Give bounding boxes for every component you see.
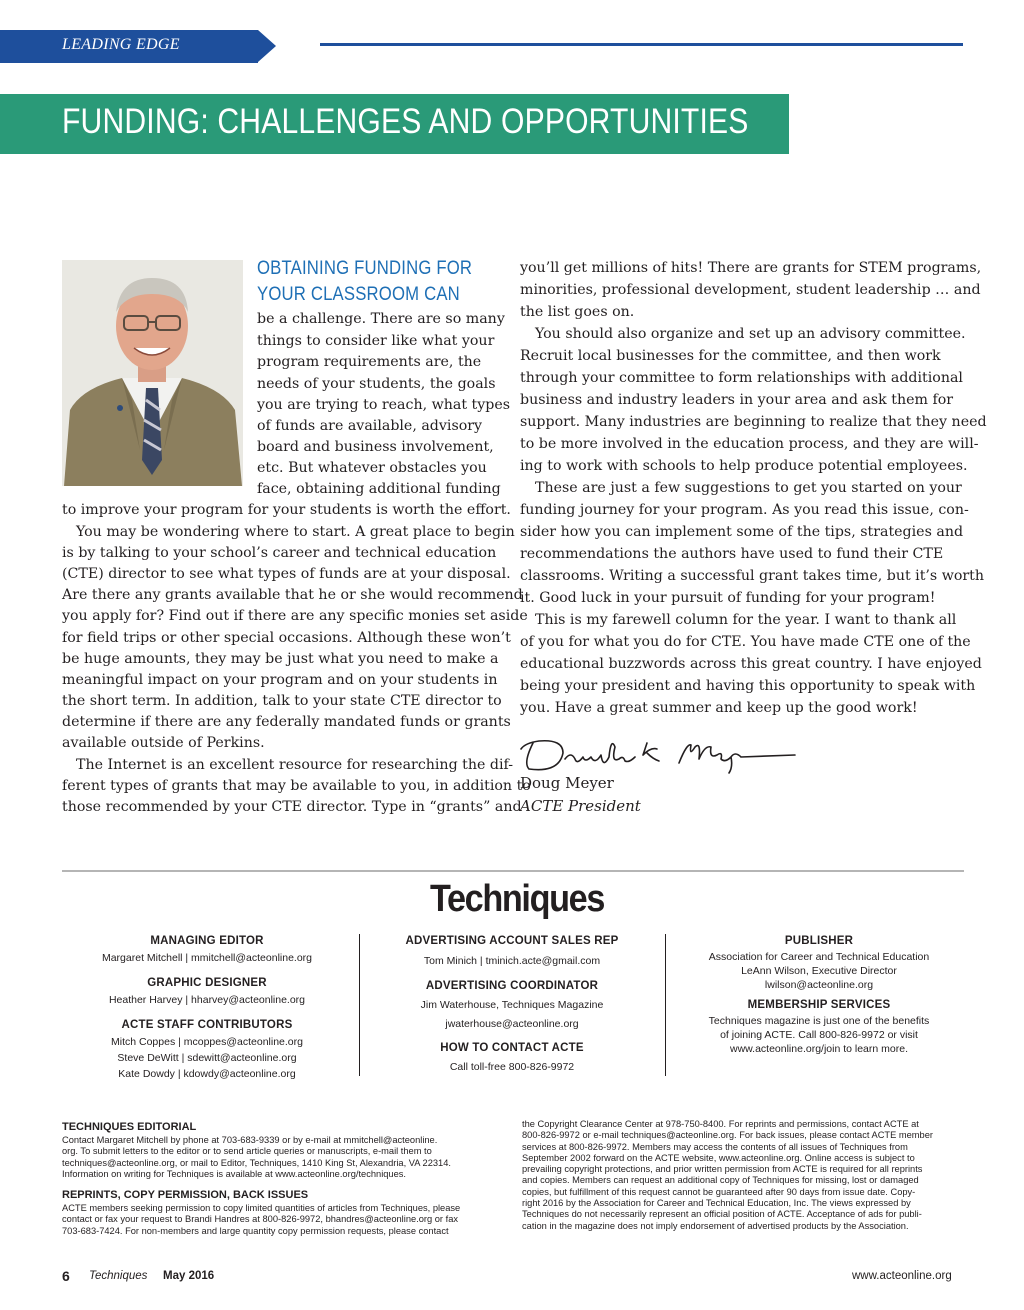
footer-website[interactable]: www.acteonline.org bbox=[852, 1270, 952, 1282]
footer-issue: May 2016 bbox=[163, 1270, 215, 1282]
fine-line: services at 800-826-9972. Members may access the contents of all issues of Techniques from bbox=[522, 1141, 908, 1152]
section-tag-arrow bbox=[258, 30, 276, 62]
fine-line: contact or fax your request to Brandi Handres at 800-826-9972, bhandres@acteonline.org or fax bbox=[62, 1214, 459, 1225]
body-line: the list goes on. bbox=[520, 304, 635, 320]
masthead-line: Mitch Coppes | mcoppes@acteonline.org bbox=[111, 1036, 303, 1048]
fine-line: Contact Margaret Mitchell by phone at 703-683-9339 or by e-mail at mmitchell@acteonline. bbox=[62, 1135, 438, 1145]
fine-line: org. To submit letters to the editor or to send article queries or manuscripts, e-mail them to bbox=[62, 1146, 432, 1157]
body-line: of funds are available, advisory bbox=[257, 418, 483, 434]
body-line: face, obtaining additional funding bbox=[257, 481, 501, 497]
section-divider bbox=[62, 870, 964, 872]
fine-line: Information on writing for Techniques is available at www.acteonline.org/techniques. bbox=[62, 1168, 407, 1179]
body-line: of you for what you do for CTE. You have made CTE one of the bbox=[520, 634, 971, 650]
author-photo bbox=[62, 260, 243, 486]
reprints-text bbox=[62, 1203, 502, 1237]
body-line: etc. But whatever obstacles you bbox=[257, 460, 487, 476]
author-title: ACTE President bbox=[520, 797, 641, 815]
body-line: sider how you can implement some of the tips, strategies and bbox=[520, 524, 964, 540]
body-line: Are there any grants available that he or she would recommend bbox=[62, 587, 523, 603]
masthead-line: Margaret Mitchell | mmitchell@acteonline.org bbox=[101, 952, 313, 964]
reprints-heading: REPRINTS, COPY PERMISSION, BACK ISSUES bbox=[62, 1189, 309, 1201]
fine-line: the Copyright Clearance Center at 978-750-8400. For reprints and permissions, contact ACTE at bbox=[522, 1119, 919, 1129]
masthead-heading: MANAGING EDITOR bbox=[150, 935, 264, 947]
body-line: board and business involvement, bbox=[257, 439, 494, 455]
masthead-line: Heather Harvey | hharvey@acteonline.org bbox=[108, 994, 306, 1006]
masthead-line: Tom Minich | tminich.acte@gmail.com bbox=[423, 955, 601, 967]
body-line: ing to work with schools to help produce potential employees. bbox=[520, 458, 968, 474]
masthead-line: www.acteonline.org/join to learn more. bbox=[729, 1043, 908, 1055]
fine-line: prevailing copyright protections, and prior written permission from ACTE is required for all reprints bbox=[522, 1164, 923, 1175]
body-line: This is my farewell column for the year. I want to thank all bbox=[535, 612, 957, 628]
body-line: be a challenge. There are so many bbox=[257, 311, 505, 327]
fine-line: 800-826-9972 or e-mail techniques@acteonline.org. For back issues, please contact ACTE member bbox=[522, 1130, 933, 1141]
body-line: being your president and having this opportunity to speak with bbox=[520, 678, 976, 694]
section-tag: LEADING EDGE bbox=[62, 36, 180, 53]
masthead-line: Kate Dowdy | kdowdy@acteonline.org bbox=[118, 1068, 296, 1080]
deck-line-1: OBTAINING FUNDING FOR bbox=[257, 258, 473, 279]
signature-scribble bbox=[519, 733, 799, 775]
fine-line: right 2016 by the Association for Career and Technical Education, Inc. The views expressed by bbox=[522, 1198, 911, 1209]
body-line: program requirements are, the bbox=[257, 354, 482, 370]
body-line: You should also organize and set up an advisory committee. bbox=[535, 326, 966, 342]
masthead-line: Association for Career and Technical Education bbox=[708, 951, 930, 963]
body-line: educational buzzwords across this great country. I have enjoyed bbox=[520, 656, 982, 672]
body-line: you are trying to reach, what types bbox=[257, 397, 511, 413]
page-title: FUNDING: CHALLENGES AND OPPORTUNITIES bbox=[62, 102, 749, 141]
body-line: available outside of Perkins. bbox=[62, 735, 265, 751]
masthead-heading: GRAPHIC DESIGNER bbox=[147, 977, 267, 989]
masthead-line: Techniques magazine is just one of the benefits bbox=[708, 1015, 930, 1027]
body-line: ferent types of grants that may be available to you, in addition to bbox=[62, 778, 531, 794]
fine-line: 703-683-7424. For non-members and large quantity copy permission requests, please contact bbox=[62, 1225, 449, 1236]
body-line: minorities, professional development, student leadership … and bbox=[520, 282, 981, 298]
body-line: those recommended by your CTE director. Type in “grants” and bbox=[62, 799, 522, 815]
body-line: you apply for? Find out if there are any specific monies set aside bbox=[62, 608, 528, 624]
body-line: These are just a few suggestions to get you started on your bbox=[535, 480, 962, 496]
body-line: through your committee to form relationships with additional bbox=[520, 370, 963, 386]
masthead-divider bbox=[359, 934, 360, 1076]
editorial-heading: TECHNIQUES EDITORIAL bbox=[62, 1121, 197, 1133]
page-number: 6 bbox=[62, 1268, 70, 1284]
masthead-heading: ACTE STAFF CONTRIBUTORS bbox=[121, 1019, 293, 1031]
body-line: things to consider like what your bbox=[257, 333, 495, 349]
fine-line: ACTE members seeking permission to copy limited quantities of articles from Techniques, please bbox=[62, 1203, 461, 1213]
body-line: (CTE) director to see what types of funds are at your disposal. bbox=[62, 566, 511, 582]
body-line: The Internet is an excellent resource for researching the dif- bbox=[76, 757, 514, 773]
fine-line: techniques@acteonline.org, or mail to Editor, Techniques, 1410 King St, Alexandria, VA 22314. bbox=[62, 1157, 451, 1168]
masthead-line: Call toll-free 800-826-9972 bbox=[449, 1061, 575, 1073]
body-line: Recruit local businesses for the committee, and then work bbox=[520, 348, 941, 364]
masthead-heading: ADVERTISING ACCOUNT SALES REP bbox=[405, 935, 619, 947]
header-rule bbox=[320, 43, 963, 46]
fine-line: copies, but fulfillment of this request cannot be guaranteed after 90 days from issue date. Copy- bbox=[522, 1186, 916, 1197]
body-line: support. Many industries are beginning to realize that they need bbox=[520, 414, 987, 430]
fine-line: September 2002 forward on the ACTE website, www.acteonline.org. Online access is subject to bbox=[522, 1152, 915, 1163]
masthead-heading: PUBLISHER bbox=[784, 935, 854, 947]
body-line: the short term. In addition, talk to your state CTE director to bbox=[62, 693, 502, 709]
signature bbox=[519, 733, 799, 780]
fine-line: cation in the magazine does not imply endorsement of advertised products by the Association. bbox=[522, 1220, 909, 1231]
masthead-heading: ADVERTISING COORDINATOR bbox=[425, 980, 599, 992]
author-name: Doug Meyer bbox=[520, 774, 614, 792]
masthead-column-3 bbox=[673, 934, 965, 1056]
body-line: funding journey for your program. As you read this issue, con- bbox=[520, 502, 969, 518]
masthead-line: Steve DeWitt | sdewitt@acteonline.org bbox=[117, 1052, 297, 1064]
body-line: it. Good luck in your pursuit of funding for your program! bbox=[520, 590, 936, 606]
masthead-column-2 bbox=[367, 934, 657, 1075]
author-portrait-illustration bbox=[62, 260, 243, 486]
body-line: you’ll get millions of hits! There are grants for STEM programs, bbox=[520, 260, 982, 276]
body-line: business and industry leaders in your area and ask them for bbox=[520, 392, 954, 408]
fine-line: and copies. Members can request an additional copy of Techniques for missing, lost or damaged bbox=[522, 1175, 919, 1186]
body-line: for field trips or other special occasions. Although these won’t bbox=[62, 630, 511, 646]
body-line: is by talking to your school’s career and technical education bbox=[62, 545, 497, 561]
masthead-divider bbox=[665, 934, 666, 1076]
body-line: be huge amounts, they may be just what you need to make a bbox=[62, 651, 499, 667]
body-line: you. Have a great summer and keep up the good work! bbox=[520, 700, 918, 716]
masthead-line: of joining ACTE. Call 800-826-9972 or visit bbox=[720, 1029, 918, 1041]
editorial-text bbox=[62, 1135, 502, 1180]
deck-line-2: YOUR CLASSROOM CAN bbox=[257, 284, 460, 305]
masthead-line: lwilson@acteonline.org bbox=[764, 979, 874, 991]
masthead-line: jwaterhouse@acteonline.org bbox=[445, 1018, 579, 1030]
body-line: recommendations the authors have used to fund their CTE bbox=[520, 546, 944, 562]
techniques-logo: Techniques bbox=[430, 878, 605, 920]
body-line: You may be wondering where to start. A great place to begin bbox=[76, 524, 515, 540]
masthead-line: LeAnn Wilson, Executive Director bbox=[741, 965, 897, 977]
copyright-text bbox=[522, 1119, 967, 1232]
body-line: needs of your students, the goals bbox=[257, 376, 496, 392]
masthead-heading: MEMBERSHIP SERVICES bbox=[747, 999, 891, 1011]
body-line: classrooms. Writing a successful grant takes time, but it’s worth bbox=[520, 568, 985, 584]
fine-line: Techniques do not necessarily represent an official position of ACTE. Acceptance of ads for publi- bbox=[522, 1209, 922, 1220]
masthead-column-1 bbox=[62, 934, 352, 1082]
footer-magazine: Techniques bbox=[89, 1270, 148, 1282]
body-line: determine if there are any federally mandated funds or grants bbox=[62, 714, 511, 730]
body-line: to be more involved in the education process, and they are will- bbox=[520, 436, 979, 452]
masthead-line: Jim Waterhouse, Techniques Magazine bbox=[420, 999, 604, 1011]
body-line: to improve your program for your students is worth the effort. bbox=[62, 502, 511, 518]
masthead-heading: HOW TO CONTACT ACTE bbox=[440, 1042, 584, 1054]
body-line: meaningful impact on your program and on your students in bbox=[62, 672, 498, 688]
